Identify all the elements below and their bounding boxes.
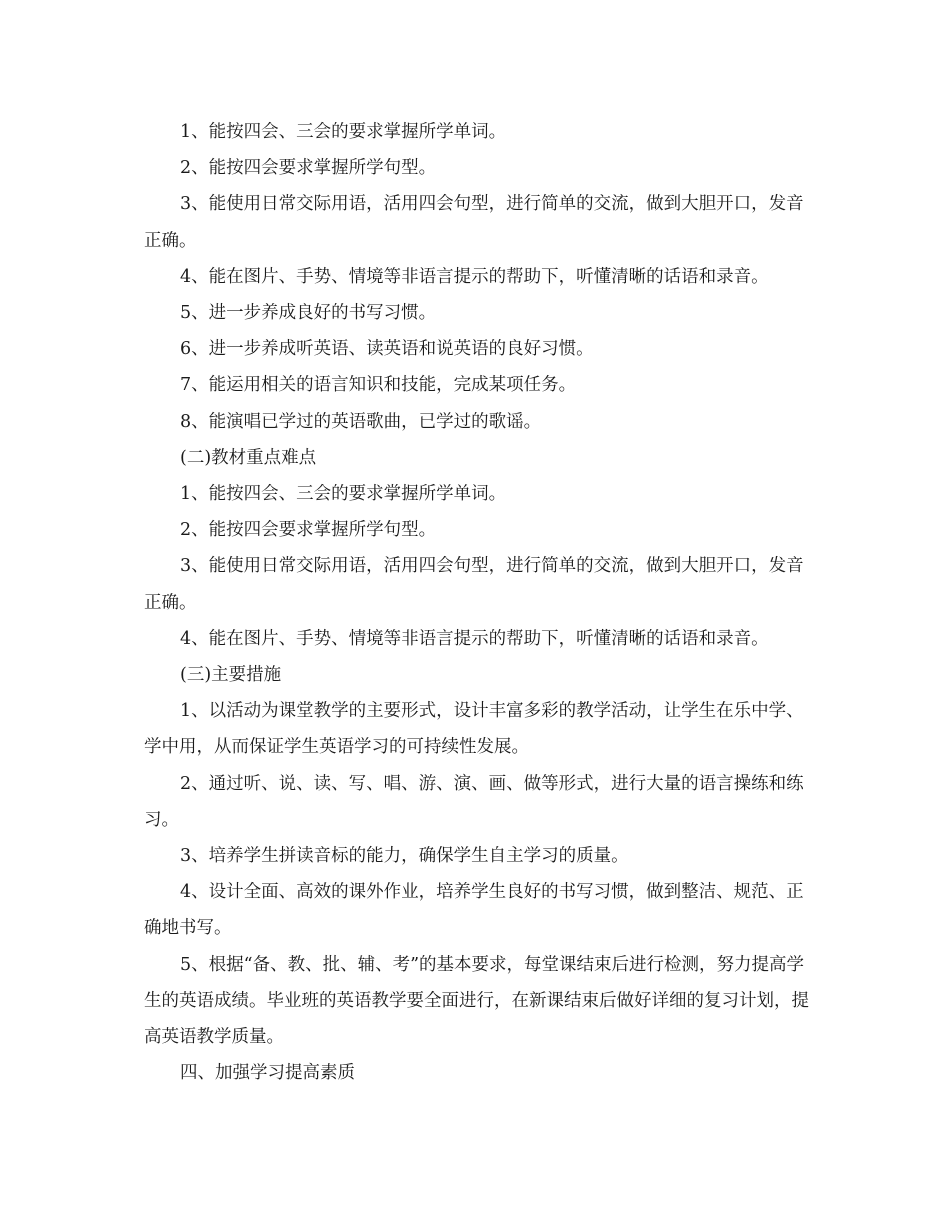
paragraph: 5、根据“备、教、批、辅、考”的基本要求，每堂课结束后进行检测，努力提高学生的英语成绩。毕业班的英语教学要全面进行，在新课结束后做好详细的复习计划，提高英语教学质量。	[144, 954, 809, 1048]
paragraph: 4、设计全面、高效的课外作业，培养学生良好的书写习惯，做到整洁、规范、正确地书写。	[144, 882, 804, 939]
paragraph: 1、能按四会、三会的要求掌握所学单词。	[180, 484, 507, 505]
paragraph: 3、培养学生拼读音标的能力，确保学生自主学习的质量。	[180, 846, 629, 867]
paragraph: 1、能按四会、三会的要求掌握所学单词。	[180, 122, 507, 142]
section-heading: (三)主要措施	[180, 665, 282, 686]
paragraph: 8、能演唱已学过的英语歌曲，已学过的歌谣。	[180, 411, 542, 432]
paragraph: 2、能按四会要求掌握所学句型。	[180, 520, 437, 541]
paragraph: 3、能使用日常交际用语，活用四会句型，进行简单的交流，做到大胆开口，发音正确。	[144, 194, 804, 251]
paragraph: 4、能在图片、手势、情境等非语言提示的帮助下，听懂清晰的话语和录音。	[180, 266, 769, 287]
paragraph: 7、能运用相关的语言知识和技能，完成某项任务。	[180, 375, 577, 396]
paragraph: 6、进一步养成听英语、读英语和说英语的良好习惯。	[180, 339, 594, 360]
paragraph: 4、能在图片、手势、情境等非语言提示的帮助下，听懂清晰的话语和录音。	[180, 628, 769, 649]
paragraph: 2、通过听、说、读、写、唱、游、演、画、做等形式，进行大量的语言操练和练习。	[144, 773, 804, 830]
paragraph: 5、进一步养成良好的书写习惯。	[180, 303, 437, 324]
section-heading: 四、加强学习提高素质	[180, 1063, 355, 1084]
document-body	[144, 114, 816, 1091]
paragraph: 2、能按四会要求掌握所学句型。	[180, 158, 437, 179]
paragraph: 1、以活动为课堂教学的主要形式，设计丰富多彩的教学活动，让学生在乐中学、学中用，从而保证学生英语学习的可持续性发展。	[144, 701, 804, 758]
paragraph: 3、能使用日常交际用语，活用四会句型，进行简单的交流，做到大胆开口，发音正确。	[144, 556, 804, 613]
section-heading: (二)教材重点难点	[180, 447, 317, 468]
